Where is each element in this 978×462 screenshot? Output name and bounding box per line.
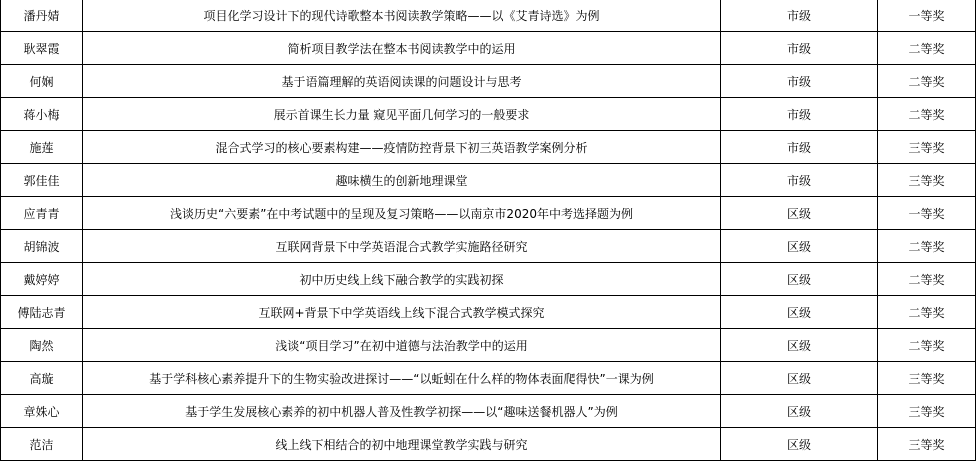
- paper-title-cell: 展示首课生长力量 窥见平面几何学习的一般要求: [83, 98, 721, 131]
- author-cell: 潘丹婧: [1, 0, 83, 32]
- author-cell: 郭佳佳: [1, 164, 83, 197]
- award-level-cell: 区级: [721, 296, 878, 329]
- award-level-cell: 市级: [721, 131, 878, 164]
- award-level-cell: 区级: [721, 428, 878, 461]
- author-cell: 应青青: [1, 197, 83, 230]
- prize-cell: 三等奖: [878, 131, 976, 164]
- paper-title-cell: 线上线下相结合的初中地理课堂教学实践与研究: [83, 428, 721, 461]
- prize-cell: 二等奖: [878, 329, 976, 362]
- table-row: [1, 296, 976, 329]
- table-row: [1, 32, 976, 65]
- table-row: [1, 98, 976, 131]
- awards-table-body: [1, 0, 976, 461]
- prize-cell: 三等奖: [878, 428, 976, 461]
- prize-cell: 三等奖: [878, 395, 976, 428]
- paper-title-cell: 浅谈历史“六要素”在中考试题中的呈现及复习策略——以南京市2020年中考选择题为例: [83, 197, 721, 230]
- award-level-cell: 区级: [721, 230, 878, 263]
- paper-title-cell: 基于学科核心素养提升下的生物实验改进探讨——“以蚯蚓在什么样的物体表面爬得快”一课为例: [83, 362, 721, 395]
- paper-title-cell: 基于学生发展核心素养的初中机器人普及性教学初探——以“趣味送餐机器人”为例: [83, 395, 721, 428]
- award-level-cell: 区级: [721, 395, 878, 428]
- author-cell: 耿翠霞: [1, 32, 83, 65]
- prize-cell: 二等奖: [878, 32, 976, 65]
- author-cell: 戴婷婷: [1, 263, 83, 296]
- prize-cell: 二等奖: [878, 98, 976, 131]
- table-row: [1, 65, 976, 98]
- table-row: [1, 164, 976, 197]
- author-cell: 傅陆志青: [1, 296, 83, 329]
- prize-cell: 二等奖: [878, 296, 976, 329]
- paper-title-cell: 混合式学习的核心要素构建——疫情防控背景下初三英语教学案例分析: [83, 131, 721, 164]
- table-row: [1, 395, 976, 428]
- table-row: [1, 197, 976, 230]
- award-level-cell: 区级: [721, 362, 878, 395]
- table-row: [1, 362, 976, 395]
- award-level-cell: 市级: [721, 65, 878, 98]
- paper-title-cell: 互联网+背景下中学英语线上线下混合式教学模式探究: [83, 296, 721, 329]
- award-level-cell: 区级: [721, 329, 878, 362]
- paper-title-cell: 互联网背景下中学英语混合式教学实施路径研究: [83, 230, 721, 263]
- paper-title-cell: 趣味横生的创新地理课堂: [83, 164, 721, 197]
- prize-cell: 二等奖: [878, 230, 976, 263]
- author-cell: 陶然: [1, 329, 83, 362]
- author-cell: 蒋小梅: [1, 98, 83, 131]
- award-level-cell: 市级: [721, 98, 878, 131]
- paper-title-cell: 简析项目教学法在整本书阅读教学中的运用: [83, 32, 721, 65]
- table-row: [1, 329, 976, 362]
- paper-title-cell: 初中历史线上线下融合教学的实践初探: [83, 263, 721, 296]
- author-cell: 何娴: [1, 65, 83, 98]
- prize-cell: 三等奖: [878, 164, 976, 197]
- award-level-cell: 区级: [721, 197, 878, 230]
- table-row: [1, 263, 976, 296]
- award-level-cell: 市级: [721, 0, 878, 32]
- paper-title-cell: 项目化学习设计下的现代诗歌整本书阅读教学策略——以《艾青诗选》为例: [83, 0, 721, 32]
- author-cell: 高璇: [1, 362, 83, 395]
- paper-title-cell: 基于语篇理解的英语阅读课的问题设计与思考: [83, 65, 721, 98]
- table-row: [1, 230, 976, 263]
- table-row: [1, 0, 976, 32]
- prize-cell: 二等奖: [878, 263, 976, 296]
- prize-cell: 三等奖: [878, 362, 976, 395]
- paper-title-cell: 浅谈“项目学习”在初中道德与法治教学中的运用: [83, 329, 721, 362]
- prize-cell: 二等奖: [878, 65, 976, 98]
- author-cell: 胡锦波: [1, 230, 83, 263]
- prize-cell: 一等奖: [878, 197, 976, 230]
- author-cell: 章姝心: [1, 395, 83, 428]
- author-cell: 施莲: [1, 131, 83, 164]
- prize-cell: 一等奖: [878, 0, 976, 32]
- award-level-cell: 区级: [721, 263, 878, 296]
- table-row: [1, 428, 976, 461]
- award-level-cell: 市级: [721, 32, 878, 65]
- award-level-cell: 市级: [721, 164, 878, 197]
- table-row: [1, 131, 976, 164]
- author-cell: 范洁: [1, 428, 83, 461]
